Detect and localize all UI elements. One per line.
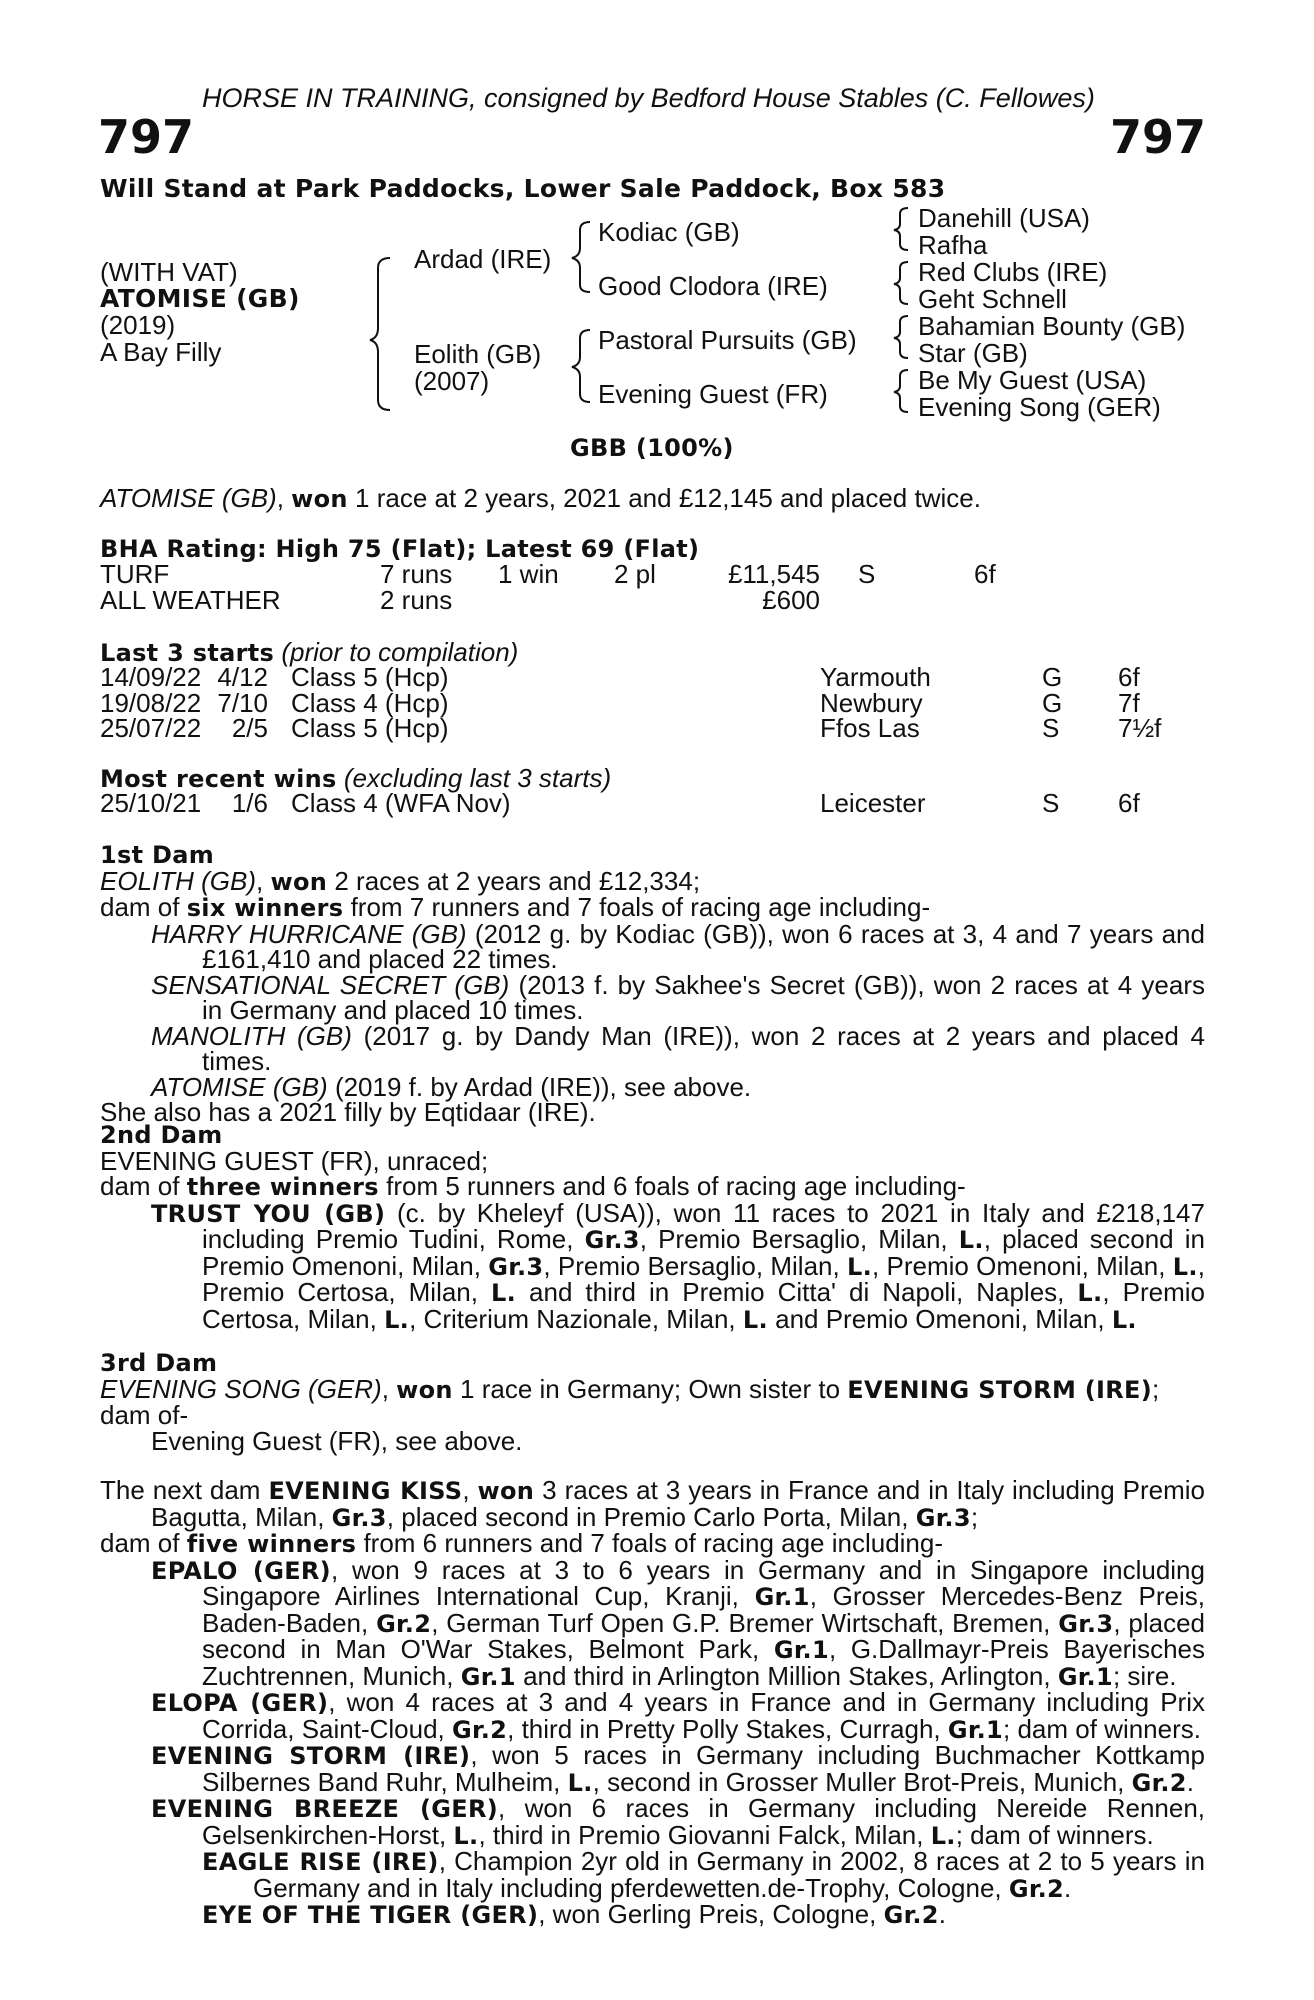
lot-number-right: 797 xyxy=(1109,110,1206,164)
punctuation: ; xyxy=(1152,1373,1160,1404)
rating-runs: 7 runs xyxy=(380,559,453,589)
recent-wins-note: (excluding last 3 starts) xyxy=(343,763,612,793)
listed-label: L. xyxy=(930,1821,956,1850)
third-dam-item: Evening Guest (FR), see above. xyxy=(151,1425,523,1456)
progeny-name: HARRY HURRICANE (GB) xyxy=(151,918,467,949)
race-going: G xyxy=(1042,687,1063,718)
punctuation: . xyxy=(1186,1766,1194,1797)
sire: Ardad (IRE) xyxy=(414,244,552,274)
grade-label: Gr.1 xyxy=(773,1636,829,1664)
last-starts-title: Last 3 starts xyxy=(100,639,275,667)
entry-text: and third in Premio Citta' di Napoli, Naples, xyxy=(516,1277,1078,1307)
third-dam-name: EVENING SONG (GER) xyxy=(100,1373,382,1404)
next-dam-winners: five winners xyxy=(186,1530,357,1558)
gen3-3: Red Clubs (IRE) xyxy=(918,257,1108,287)
entry-text: , Champion 2yr old in Germany in 2002, 8 races at 2 to 5 years in Germany and in Italy including pferdewetten.de-Trophy, Cologne, xyxy=(253,1846,1206,1903)
next-dam-runners: from 6 runners and 7 foals of racing age including- xyxy=(356,1528,944,1558)
race-course: Leicester xyxy=(820,788,926,818)
first-dam-title: 1st Dam xyxy=(100,841,215,869)
grade-label: Gr.2 xyxy=(883,1901,939,1929)
gen3-1: Danehill (USA) xyxy=(918,203,1090,233)
rating-placed: 2 pl xyxy=(614,559,656,589)
next-dam-name: EVENING KISS xyxy=(268,1477,463,1505)
race-course: Ffos Las xyxy=(820,713,920,743)
entry-text: and third in Arlington Million Stakes, Arlington, xyxy=(515,1660,1058,1691)
listed-label: L. xyxy=(1111,1305,1137,1334)
race-distance: 6f xyxy=(1118,788,1140,818)
listed-label: L. xyxy=(1077,1279,1103,1307)
rating-going: S xyxy=(858,559,876,589)
rating-distance: 6f xyxy=(974,559,996,589)
next-dam-section xyxy=(100,1475,1206,1929)
rating-surface: TURF xyxy=(100,559,170,589)
listed-label: L. xyxy=(567,1768,593,1797)
entry-text: , won 4 races at 3 and 4 years in France and in Germany including Prix Corrida, Saint-Cloud, xyxy=(202,1687,1205,1744)
gen3-8: Evening Song (GER) xyxy=(918,392,1161,422)
listed-label: L. xyxy=(491,1279,517,1307)
epalo-entry xyxy=(100,1554,1206,1691)
grade-label: Gr.3 xyxy=(331,1503,387,1532)
progeny-text: (2013 f. by Sakhee's Secret (GB)), won 2 races at 4 years in Germany and placed 10 times. xyxy=(202,969,1205,1025)
second-dam-title: 2nd Dam xyxy=(100,1121,223,1149)
entry-text: , second in Grosser Muller Brot-Preis, Munich, xyxy=(592,1766,1132,1797)
entry-text: and Premio Omenoni, Milan, xyxy=(767,1303,1112,1334)
grade-label: Gr.2 xyxy=(1008,1874,1065,1903)
entry-text: , Grosser Mercedes-Benz Preis, Baden-Baden, xyxy=(202,1581,1206,1638)
listed-label: L. xyxy=(453,1821,479,1850)
dam-sire: Pastoral Pursuits (GB) xyxy=(598,325,857,355)
eye-of-the-tiger-entry xyxy=(100,1899,1205,1929)
progeny-name: EVENING BREEZE (GER) xyxy=(151,1795,499,1823)
summary-won: won xyxy=(291,485,348,513)
listed-label: L. xyxy=(742,1305,768,1334)
grade-label: Gr.2 xyxy=(452,1715,508,1744)
entry-text: , won 5 races in Germany including Buchmacher Kottkamp Silbernes Band Ruhr, Mulheim, xyxy=(202,1740,1205,1797)
second-dam-of: dam of xyxy=(100,1171,187,1201)
race-distance: 6f xyxy=(1118,662,1140,692)
rating-title: BHA Rating: High 75 (Flat); Latest 69 (Flat) xyxy=(100,535,700,563)
progeny-name: ELOPA (GER) xyxy=(151,1689,329,1717)
lot-number-left: 797 xyxy=(98,110,195,164)
entry-text: , won 6 races in Germany including Nereide Rennen, Gelsenkirchen-Horst, xyxy=(202,1793,1206,1850)
listed-label: L. xyxy=(847,1252,873,1281)
summary-name: ATOMISE (GB) xyxy=(100,483,277,513)
entry-text: , Premio Bersaglio, Milan, xyxy=(639,1224,959,1254)
recent-wins-title: Most recent wins xyxy=(100,765,337,793)
horse-description: A Bay Filly xyxy=(100,337,222,367)
race-class: Class 5 (Hcp) xyxy=(291,662,449,692)
gen3-4: Geht Schnell xyxy=(918,284,1067,314)
race-distance: 7f xyxy=(1118,687,1140,718)
race-position: 4/12 xyxy=(217,662,268,692)
race-position: 1/6 xyxy=(231,788,268,818)
trust-you-entry xyxy=(100,1197,1205,1334)
progeny-item xyxy=(100,918,1205,974)
rating-surface: ALL WEATHER xyxy=(100,584,281,615)
race-going: S xyxy=(1042,788,1060,818)
progeny-text: (2019 f. by Ardad (IRE)), see above. xyxy=(327,1071,752,1102)
race-date: 25/07/22 xyxy=(100,713,202,743)
third-dam-record: 1 race in Germany; Own sister to xyxy=(452,1373,848,1404)
grade-label: Gr.1 xyxy=(947,1715,1004,1744)
first-dam-of: dam of xyxy=(100,892,187,922)
grade-label: Gr.3 xyxy=(488,1252,544,1281)
entry-text: , German Turf Open G.P. Bremer Wirtschaft, Bremen, xyxy=(431,1607,1059,1638)
race-course: Newbury xyxy=(820,687,923,718)
listed-label: L. xyxy=(958,1226,984,1254)
race-class: Class 4 (Hcp) xyxy=(291,687,449,718)
third-dam-won: won xyxy=(396,1375,453,1404)
progeny-item xyxy=(100,969,1205,1025)
entry-text: , Premio Certosa, Milan, xyxy=(202,1277,1205,1334)
horse-year: (2019) xyxy=(100,310,176,340)
race-position: 2/5 xyxy=(231,713,268,743)
next-dam-won: won xyxy=(477,1477,535,1505)
elopa-entry xyxy=(100,1687,1205,1744)
rating-wins: 1 win xyxy=(498,559,559,589)
entry-text: , Premio Bersaglio, Milan, xyxy=(543,1250,847,1281)
grade-label: Gr.1 xyxy=(754,1583,810,1611)
gen3-5: Bahamian Bounty (GB) xyxy=(918,311,1186,341)
entry-text: , G.Dallmayr-Preis Bayerisches Zuchtrennen, Munich, xyxy=(202,1634,1206,1691)
race-class: Class 5 (Hcp) xyxy=(291,713,449,743)
dam-year: (2007) xyxy=(414,366,490,396)
race-class: Class 4 (WFA Nov) xyxy=(291,788,511,818)
progeny-name: EPALO (GER) xyxy=(151,1556,331,1585)
grade-label: Gr.3 xyxy=(1058,1609,1114,1638)
entry-text: , Criterium Nazionale, Milan, xyxy=(409,1303,743,1334)
first-dam-won: won xyxy=(270,867,328,896)
evening-breeze-entry xyxy=(100,1793,1206,1850)
gen3-6: Star (GB) xyxy=(918,338,1028,368)
summary-text: 1 race at 2 years, 2021 and £12,145 and placed twice. xyxy=(347,483,981,513)
race-date: 14/09/22 xyxy=(100,662,202,692)
entry-text: , won Gerling Preis, Cologne, xyxy=(538,1899,884,1929)
gbb-percentage: GBB (100%) xyxy=(570,434,734,462)
vat-status: (WITH VAT) xyxy=(100,257,238,287)
second-dam-winners: three winners xyxy=(186,1173,379,1201)
entry-text: , placed second in Premio Carlo Porta, Milan, xyxy=(386,1501,916,1532)
dam-dam: Evening Guest (FR) xyxy=(598,379,828,409)
punctuation: ; xyxy=(970,1501,979,1532)
third-dam-line: EVENING SONG (GER), won 1 race in Germany; Own sister to EVENING STORM (IRE); xyxy=(100,1373,1160,1404)
third-dam-of: dam of- xyxy=(100,1400,189,1430)
race-distance: 7½f xyxy=(1118,713,1162,743)
progeny-name: EYE OF THE TIGER (GER) xyxy=(202,1901,539,1929)
second-dam-section xyxy=(100,1123,1205,1333)
entry-text: ; dam of winners. xyxy=(955,1819,1154,1850)
grade-label: Gr.3 xyxy=(915,1503,971,1532)
summary-line: ATOMISE (GB), won 1 race at 2 years, 2021 and £12,145 and placed twice. xyxy=(100,483,981,513)
first-dam-name: EOLITH (GB) xyxy=(100,865,257,896)
first-dam-also: She also has a 2021 filly by Eqtidaar (IRE). xyxy=(100,1097,596,1127)
first-dam-record: 2 races at 2 years and £12,334; xyxy=(327,865,701,896)
location-line: Will Stand at Park Paddocks, Lower Sale Paddock, Box 583 xyxy=(100,174,946,203)
entry-text: ; sire. xyxy=(1112,1660,1177,1691)
punctuation: , xyxy=(462,1475,478,1505)
evening-storm-entry xyxy=(100,1740,1205,1797)
grade-label: Gr.2 xyxy=(1131,1768,1187,1797)
progeny-text: (2012 g. by Kodiac (GB)), won 6 races at 3, 4 and 7 years and £161,410 and placed 22 times. xyxy=(202,918,1205,974)
race-date: 25/10/21 xyxy=(100,788,202,818)
gen3-7: Be My Guest (USA) xyxy=(918,365,1147,395)
second-dam-runners: from 5 runners and 6 foals of racing age including- xyxy=(378,1171,966,1201)
grade-label: Gr.1 xyxy=(460,1662,516,1691)
punctuation: . xyxy=(1064,1872,1072,1903)
horse-name: ATOMISE (GB) xyxy=(100,284,300,313)
progeny-text: (2017 g. by Dandy Man (IRE)), won 2 races at 2 years and placed 4 times. xyxy=(202,1020,1206,1076)
progeny-name: MANOLITH (GB) xyxy=(151,1020,352,1051)
progeny-name: EAGLE RISE (IRE) xyxy=(202,1848,439,1876)
entry-text: , won 9 races at 3 to 6 years in Germany and in Singapore including Singapore Airlines International Cup, Kranji, xyxy=(202,1554,1205,1611)
progeny-name: EVENING STORM (IRE) xyxy=(151,1742,471,1770)
grade-label: Gr.1 xyxy=(1057,1662,1113,1691)
next-dam-pre: The next dam xyxy=(100,1475,269,1505)
first-dam-winners: six winners xyxy=(186,894,344,922)
punctuation: . xyxy=(938,1899,946,1929)
race-course: Yarmouth xyxy=(820,662,931,692)
race-date: 19/08/22 xyxy=(100,687,202,718)
next-dam-of: dam of xyxy=(100,1528,187,1558)
third-dam-sister: EVENING STORM (IRE) xyxy=(847,1375,1153,1404)
first-dam-runners: from 7 runners and 7 foals of racing age including- xyxy=(343,892,931,922)
entry-text: 3 races at 3 years in France and in Italy including Premio Bagutta, Milan, xyxy=(151,1475,1206,1532)
rating-prize-money: £11,545 xyxy=(727,559,820,589)
progeny-item xyxy=(100,1020,1206,1076)
listed-label: L. xyxy=(384,1305,410,1334)
entry-text: (c. by Kheleyf (USA)), won 11 races to 2021 in Italy and £218,147 including Premio Tudini, Rome, xyxy=(202,1197,1205,1254)
race-going: S xyxy=(1042,713,1060,743)
rating-prize-money: £600 xyxy=(762,584,820,615)
gen3-2: Rafha xyxy=(918,230,988,260)
dam: Eolith (GB) xyxy=(414,339,542,369)
eagle-rise-entry xyxy=(100,1846,1206,1903)
sire-sire: Kodiac (GB) xyxy=(598,217,740,247)
progeny-name: SENSATIONAL SECRET (GB) xyxy=(151,969,510,1000)
progeny-name: ATOMISE (GB) xyxy=(151,1071,328,1102)
next-dam-line xyxy=(100,1475,1206,1532)
second-dam-line: EVENING GUEST (FR), unraced; xyxy=(100,1145,489,1176)
first-dam-line: EOLITH (GB), won 2 races at 2 years and £12,334; xyxy=(100,865,701,896)
entry-text: ; dam of winners. xyxy=(1003,1713,1201,1744)
consignor-line: HORSE IN TRAINING, consigned by Bedford House Stables (C. Fellowes) xyxy=(202,83,1095,113)
grade-label: Gr.2 xyxy=(376,1609,432,1638)
listed-label: L. xyxy=(1172,1252,1198,1281)
entry-text: , placed second in Man O'War Stakes, Belmont Park, xyxy=(202,1607,1205,1664)
last-starts-note: (prior to compilation) xyxy=(281,637,519,667)
first-dam-section xyxy=(100,843,1205,1126)
entry-text: , third in Premio Giovanni Falck, Milan, xyxy=(478,1819,931,1850)
race-position: 7/10 xyxy=(217,687,268,718)
entry-text: , third in Pretty Polly Stakes, Curragh, xyxy=(507,1713,948,1744)
third-dam-section xyxy=(100,1351,1205,1454)
grade-label: Gr.3 xyxy=(584,1226,640,1254)
third-dam-title: 3rd Dam xyxy=(100,1349,218,1377)
entry-text: , Premio Omenoni, Milan, xyxy=(872,1250,1173,1281)
rating-runs: 2 runs xyxy=(380,584,453,615)
entry-text: , Premio Certosa, Milan, xyxy=(202,1250,1205,1307)
sire-dam: Good Clodora (IRE) xyxy=(598,271,828,301)
trust-you-name: TRUST YOU (GB) xyxy=(151,1199,386,1228)
entry-text: , placed second in Premio Omenoni, Milan, xyxy=(202,1224,1205,1281)
race-going: G xyxy=(1042,662,1063,692)
